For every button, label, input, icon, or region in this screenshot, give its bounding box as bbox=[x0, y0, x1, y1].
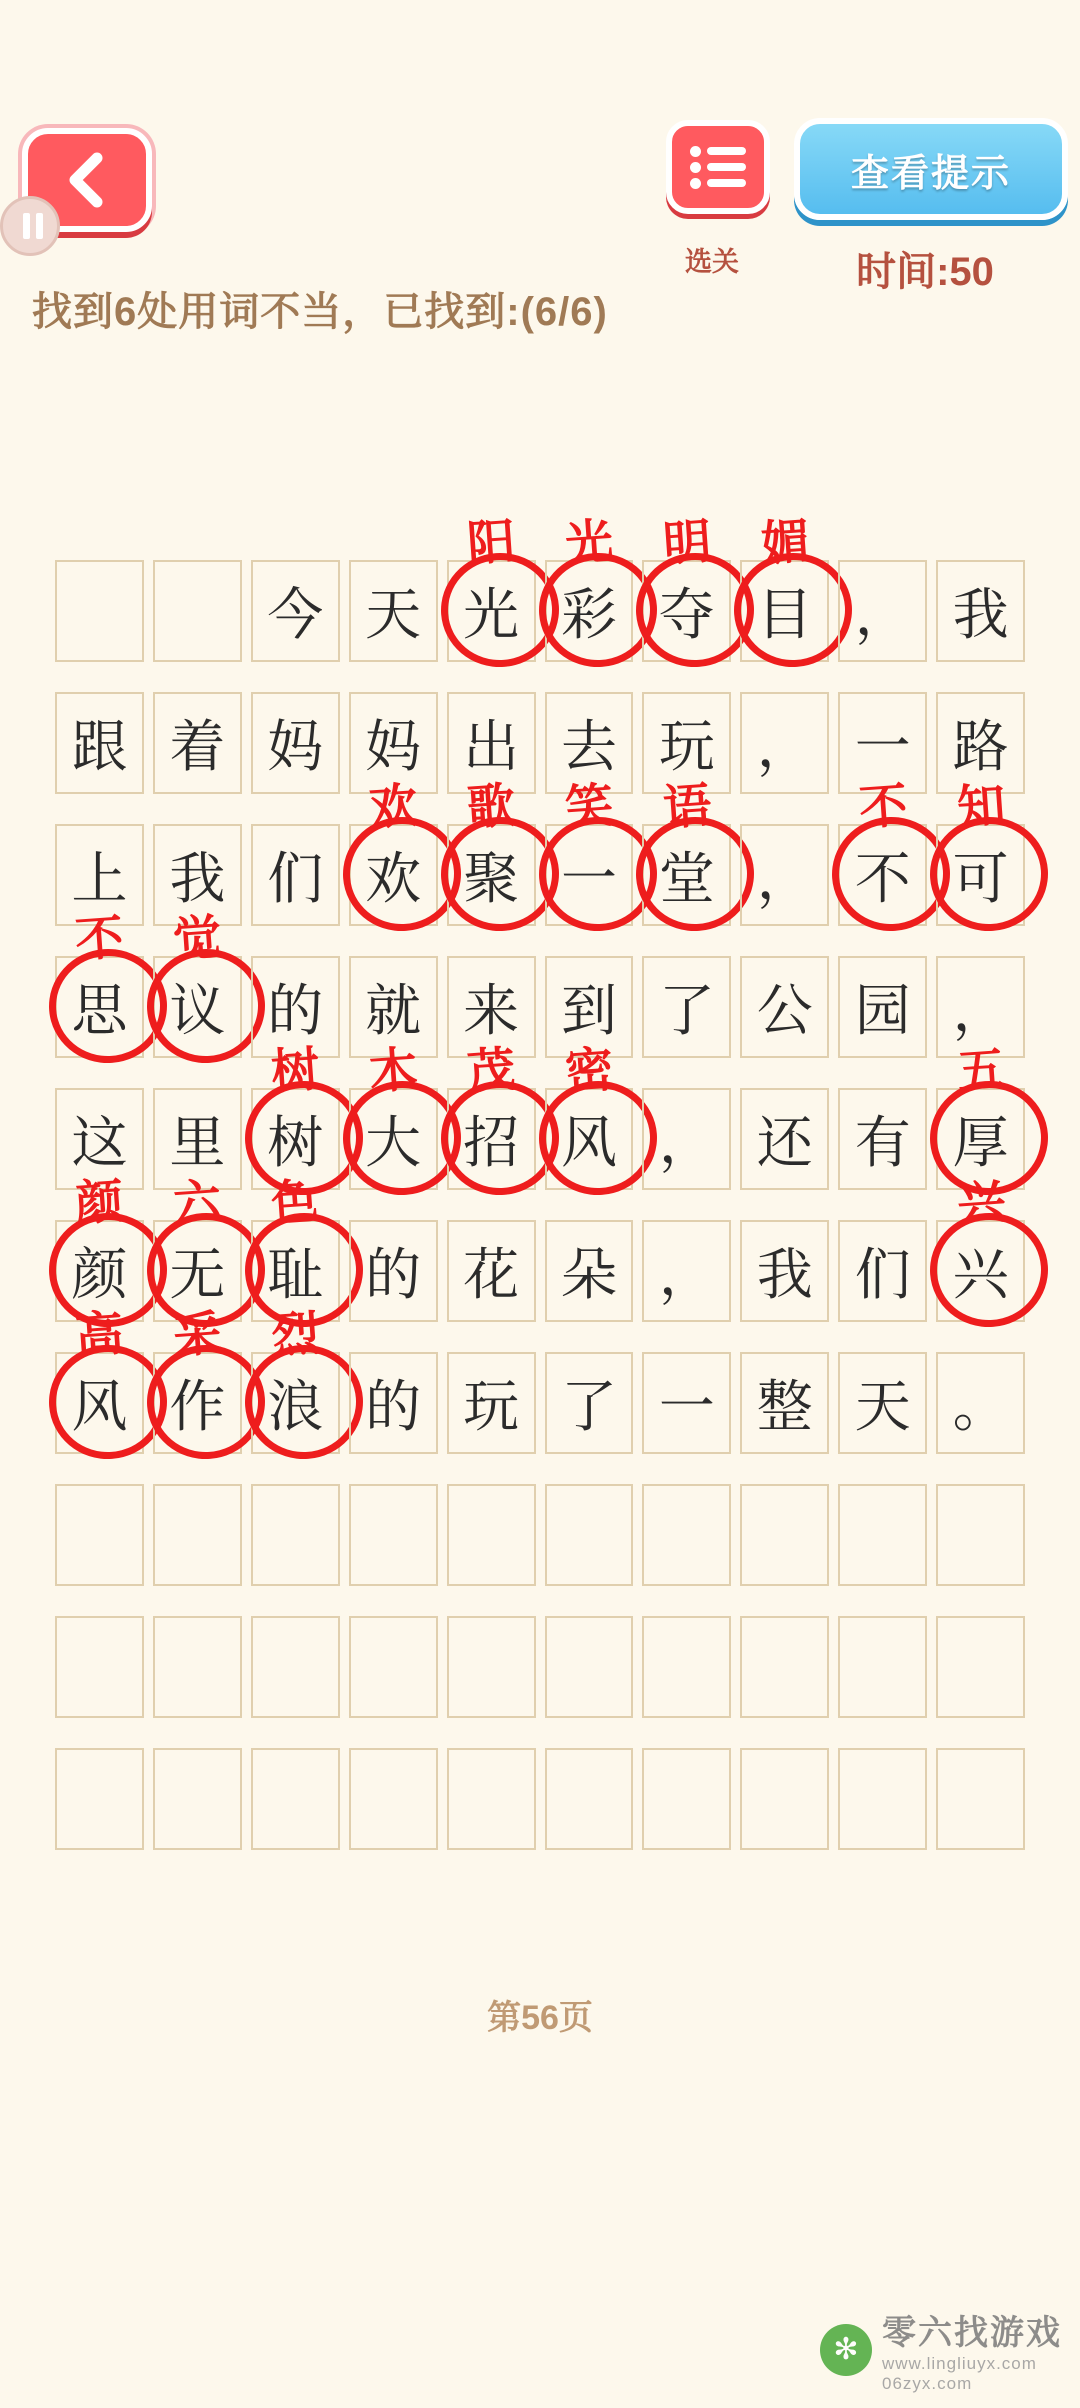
grid-cell[interactable] bbox=[545, 1220, 634, 1322]
correction-annotation: 色 bbox=[269, 1173, 322, 1233]
grid-cell-char: 花 bbox=[463, 1243, 520, 1308]
grid-cell-char: 思 bbox=[71, 979, 128, 1044]
grid-cell-char: 耻 bbox=[267, 1243, 324, 1308]
level-select-label: 选关 bbox=[685, 247, 739, 277]
grid-cell[interactable] bbox=[936, 1173, 1025, 1322]
grid-cell[interactable] bbox=[740, 956, 829, 1058]
grid-row bbox=[55, 909, 1025, 1058]
chevron-left-icon bbox=[61, 152, 113, 208]
timer-label: 时间:50 bbox=[856, 250, 994, 294]
grid-cell-char: 们 bbox=[267, 847, 324, 912]
correction-annotation: 不 bbox=[73, 909, 126, 969]
grid-row bbox=[55, 692, 1025, 794]
grid-cell-char: 了 bbox=[560, 1375, 617, 1440]
grid-cell bbox=[642, 1748, 731, 1850]
grid-cell-char: 天 bbox=[365, 583, 422, 648]
grid-cell[interactable] bbox=[838, 1352, 927, 1454]
grid-cell[interactable] bbox=[545, 1352, 634, 1454]
watermark-sub2: 06zyx.com bbox=[882, 2374, 973, 2393]
grid-cell[interactable] bbox=[251, 824, 340, 926]
grid-cell[interactable] bbox=[642, 1220, 731, 1322]
grid-cell-char: 天 bbox=[854, 1375, 911, 1440]
grid-cell-char: 树 bbox=[267, 1111, 324, 1176]
grid-cell-char: ， bbox=[756, 715, 813, 780]
grid-cell-char: 出 bbox=[463, 715, 520, 780]
correction-annotation: 采 bbox=[171, 1305, 224, 1365]
grid-cell bbox=[838, 1484, 927, 1586]
grid-cell[interactable] bbox=[642, 777, 731, 926]
grid-cell[interactable] bbox=[447, 1352, 536, 1454]
grid-cell-char: 今 bbox=[267, 583, 324, 648]
grid-cell-char: ， bbox=[658, 1111, 715, 1176]
grid-cell-char: 堂 bbox=[658, 847, 715, 912]
grid-cell-char: 公 bbox=[756, 979, 813, 1044]
grid-cell[interactable] bbox=[153, 1305, 242, 1454]
grid-row bbox=[55, 1041, 1025, 1190]
grid-cell[interactable] bbox=[251, 692, 340, 794]
grid-cell[interactable] bbox=[740, 513, 829, 662]
grid-cell bbox=[447, 1484, 536, 1586]
correction-annotation: 歌 bbox=[465, 777, 518, 837]
grid-cell[interactable] bbox=[349, 1220, 438, 1322]
grid-cell-char: 妈 bbox=[267, 715, 324, 780]
grid-cell-char: 一 bbox=[854, 715, 911, 780]
grid-cell[interactable] bbox=[447, 692, 536, 794]
correction-annotation: 媚 bbox=[759, 513, 812, 573]
grid-cell[interactable] bbox=[936, 560, 1025, 662]
correction-annotation: 烈 bbox=[269, 1305, 322, 1365]
grid-cell[interactable] bbox=[251, 1305, 340, 1454]
grid-cell[interactable] bbox=[642, 1352, 731, 1454]
correction-annotation: 六 bbox=[171, 1173, 224, 1233]
grid-cell bbox=[349, 1484, 438, 1586]
grid-cell bbox=[251, 1484, 340, 1586]
grid-cell[interactable] bbox=[642, 513, 731, 662]
correction-annotation: 光 bbox=[563, 513, 616, 573]
grid-cell-char: 着 bbox=[169, 715, 226, 780]
grid-cell-char: 有 bbox=[854, 1111, 911, 1176]
grid-cell bbox=[838, 1616, 927, 1718]
grid-cell[interactable] bbox=[55, 1305, 144, 1454]
grid-cell[interactable] bbox=[153, 824, 242, 926]
grid-cell-char: 风 bbox=[71, 1375, 128, 1440]
grid-cell bbox=[349, 1748, 438, 1850]
grid-cell[interactable] bbox=[349, 1041, 438, 1190]
grid-cell-char: 彩 bbox=[560, 583, 617, 648]
grid-cell bbox=[545, 1616, 634, 1718]
grid-cell bbox=[642, 1484, 731, 1586]
grid-cell[interactable] bbox=[545, 692, 634, 794]
grid-cell-char: 作 bbox=[169, 1375, 226, 1440]
grid-cell[interactable] bbox=[545, 956, 634, 1058]
grid-cell-char: 欢 bbox=[365, 847, 422, 912]
top-bar bbox=[0, 0, 1080, 334]
grid-cell-char: 。 bbox=[952, 1375, 1009, 1440]
grid-cell[interactable] bbox=[838, 956, 927, 1058]
grid-cell[interactable] bbox=[936, 692, 1025, 794]
grid-row bbox=[55, 1173, 1025, 1322]
grid-cell[interactable] bbox=[55, 1088, 144, 1190]
grid-cell bbox=[936, 1748, 1025, 1850]
grid-cell[interactable] bbox=[349, 692, 438, 794]
correction-annotation: 不 bbox=[857, 777, 909, 837]
grid-cell bbox=[642, 1616, 731, 1718]
grid-cell[interactable] bbox=[740, 1220, 829, 1322]
grid-cell bbox=[55, 560, 144, 662]
correction-annotation: 五 bbox=[955, 1041, 1007, 1101]
grid-row bbox=[55, 1616, 1025, 1718]
grid-cell[interactable] bbox=[153, 692, 242, 794]
grid-row bbox=[55, 513, 1025, 662]
correction-annotation: 树 bbox=[269, 1041, 322, 1101]
grid-cell-char: 去 bbox=[560, 715, 617, 780]
grid-cell-char: 无 bbox=[169, 1243, 226, 1308]
grid-cell bbox=[251, 1748, 340, 1850]
grid-cell bbox=[153, 1484, 242, 1586]
grid-cell[interactable] bbox=[447, 956, 536, 1058]
grid-cell bbox=[740, 1748, 829, 1850]
grid-cell[interactable] bbox=[153, 1173, 242, 1322]
grid-cell[interactable] bbox=[447, 777, 536, 926]
correction-annotation: 高 bbox=[73, 1305, 126, 1365]
grid-cell-char: 我 bbox=[952, 583, 1009, 648]
grid-cell[interactable] bbox=[936, 1352, 1025, 1454]
grid-cell[interactable] bbox=[153, 909, 242, 1058]
grid-cell bbox=[936, 1616, 1025, 1718]
grid-cell[interactable] bbox=[349, 1352, 438, 1454]
grid-cell[interactable] bbox=[740, 1352, 829, 1454]
grid-cell-char: 颜 bbox=[71, 1243, 128, 1308]
watermark-sub1: www.lingliuyx.com bbox=[882, 2354, 1037, 2373]
grid-cell bbox=[153, 1616, 242, 1718]
grid-cell-char: 来 bbox=[463, 979, 520, 1044]
grid-cell-char: ， bbox=[854, 583, 911, 648]
grid-cell bbox=[55, 1484, 144, 1586]
correction-annotation: 欢 bbox=[367, 777, 420, 837]
grid-cell[interactable] bbox=[55, 692, 144, 794]
grid-cell-char: 我 bbox=[756, 1243, 813, 1308]
grid-cell-char: 上 bbox=[71, 847, 128, 912]
grid-cell[interactable] bbox=[447, 1220, 536, 1322]
grid-cell-char: ， bbox=[756, 847, 813, 912]
grid-cell-char: 到 bbox=[560, 979, 617, 1044]
correction-annotation: 觉 bbox=[171, 909, 224, 969]
grid-cell[interactable] bbox=[740, 1088, 829, 1190]
grid-cell[interactable] bbox=[55, 909, 144, 1058]
grid-cell-char: 的 bbox=[365, 1243, 422, 1308]
grid-cell[interactable] bbox=[936, 777, 1025, 926]
task-label: 找到6处用词不当，已找到:(6/6) bbox=[32, 290, 608, 334]
grid-cell[interactable] bbox=[838, 1088, 927, 1190]
grid-cell-char: 的 bbox=[267, 979, 324, 1044]
grid-cell bbox=[447, 1748, 536, 1850]
grid-cell-char: ， bbox=[952, 979, 1009, 1044]
grid-cell bbox=[936, 1484, 1025, 1586]
grid-cell[interactable] bbox=[740, 692, 829, 794]
grid-cell[interactable] bbox=[545, 777, 634, 926]
grid-cell-char: 朵 bbox=[560, 1243, 617, 1308]
page-number: 第56页 bbox=[487, 1999, 593, 2037]
grid-cell[interactable] bbox=[936, 1041, 1025, 1190]
correction-annotation: 明 bbox=[661, 513, 714, 573]
grid-cell-char: 了 bbox=[658, 979, 715, 1044]
grid-cell[interactable] bbox=[838, 692, 927, 794]
grid-cell[interactable] bbox=[642, 956, 731, 1058]
level-select-button[interactable] bbox=[666, 120, 770, 214]
grid-cell[interactable] bbox=[251, 956, 340, 1058]
grid-cell-char: 园 bbox=[854, 979, 911, 1044]
grid-cell bbox=[545, 1748, 634, 1850]
grid-cell-char: 妈 bbox=[365, 715, 422, 780]
grid-cell-char: 聚 bbox=[463, 847, 520, 912]
grid-cell[interactable] bbox=[251, 560, 340, 662]
grid-cell-char: 的 bbox=[365, 1375, 422, 1440]
grid-cell-char: 这 bbox=[71, 1111, 128, 1176]
grid-cell[interactable] bbox=[740, 824, 829, 926]
grid-cell[interactable] bbox=[251, 1041, 340, 1190]
grid-cell bbox=[55, 1748, 144, 1850]
pause-icon[interactable] bbox=[0, 196, 60, 256]
grid-cell bbox=[740, 1616, 829, 1718]
grid-cell[interactable] bbox=[447, 1041, 536, 1190]
grid-cell[interactable] bbox=[349, 560, 438, 662]
grid-cell-char: 夺 bbox=[658, 583, 715, 648]
grid-cell-char: 风 bbox=[560, 1111, 617, 1176]
leaf-icon: ✻ bbox=[820, 2324, 872, 2376]
watermark-main: 零六找游戏 bbox=[882, 2314, 1062, 2352]
grid-cell-char: 路 bbox=[952, 715, 1009, 780]
grid-cell[interactable] bbox=[642, 1088, 731, 1190]
grid-cell-char: 一 bbox=[560, 847, 617, 912]
grid-row bbox=[55, 1484, 1025, 1586]
grid-cell-char: 就 bbox=[365, 979, 422, 1044]
correction-annotation: 笑 bbox=[563, 777, 616, 837]
grid-cell-char: 议 bbox=[169, 979, 226, 1044]
grid-cell-char: 招 bbox=[463, 1111, 520, 1176]
grid-cell-char: 大 bbox=[365, 1111, 422, 1176]
correction-annotation: 茂 bbox=[465, 1041, 518, 1101]
grid-cell-char: 兴 bbox=[952, 1243, 1009, 1308]
grid-cell[interactable] bbox=[55, 1173, 144, 1322]
hint-button[interactable]: 查看提示 bbox=[794, 118, 1068, 220]
correction-annotation: 密 bbox=[563, 1041, 616, 1101]
grid-cell[interactable] bbox=[447, 513, 536, 662]
grid-cell bbox=[55, 1616, 144, 1718]
grid-row bbox=[55, 1305, 1025, 1454]
grid-cell bbox=[838, 1748, 927, 1850]
correction-annotation: 兴 bbox=[955, 1173, 1007, 1233]
grid-cell-char: 浪 bbox=[267, 1375, 324, 1440]
grid-cell-char: 还 bbox=[756, 1111, 813, 1176]
grid-cell bbox=[740, 1484, 829, 1586]
watermark bbox=[820, 2305, 1062, 2394]
correction-annotation: 阳 bbox=[465, 513, 518, 573]
grid-cell bbox=[447, 1616, 536, 1718]
grid-cell[interactable] bbox=[349, 777, 438, 926]
correction-annotation: 颜 bbox=[73, 1173, 126, 1233]
grid-cell-char: 里 bbox=[169, 1111, 226, 1176]
grid-cell bbox=[545, 1484, 634, 1586]
grid-cell[interactable] bbox=[545, 1041, 634, 1190]
grid-cell-char: 玩 bbox=[463, 1375, 520, 1440]
answer-sheet bbox=[55, 513, 1025, 1880]
grid-cell[interactable] bbox=[545, 513, 634, 662]
list-icon bbox=[690, 141, 746, 194]
correction-annotation: 知 bbox=[955, 777, 1007, 837]
grid-cell[interactable] bbox=[838, 560, 927, 662]
grid-cell bbox=[153, 1748, 242, 1850]
grid-cell-char: ， bbox=[658, 1243, 715, 1308]
grid-cell-char: 跟 bbox=[71, 715, 128, 780]
grid-row bbox=[55, 777, 1025, 926]
grid-cell[interactable] bbox=[55, 824, 144, 926]
grid-cell-char: 一 bbox=[658, 1375, 715, 1440]
grid-cell bbox=[251, 1616, 340, 1718]
grid-cell-char: 可 bbox=[952, 847, 1009, 912]
grid-cell bbox=[349, 1616, 438, 1718]
grid-cell[interactable] bbox=[936, 956, 1025, 1058]
correction-annotation: 木 bbox=[367, 1041, 420, 1101]
grid-cell-char: 整 bbox=[756, 1375, 813, 1440]
grid-cell-char: 厚 bbox=[952, 1111, 1009, 1176]
grid-cell[interactable] bbox=[838, 777, 927, 926]
grid-cell[interactable] bbox=[153, 1088, 242, 1190]
grid-cell-char: 光 bbox=[463, 583, 520, 648]
grid-cell-char: 们 bbox=[854, 1243, 911, 1308]
grid-cell[interactable] bbox=[838, 1220, 927, 1322]
grid-cell-char: 玩 bbox=[658, 715, 715, 780]
grid-cell[interactable] bbox=[349, 956, 438, 1058]
grid-cell bbox=[153, 560, 242, 662]
grid-row bbox=[55, 1748, 1025, 1850]
grid-cell-char: 目 bbox=[756, 583, 813, 648]
grid-cell-char: 不 bbox=[854, 847, 911, 912]
correction-annotation: 语 bbox=[661, 777, 714, 837]
grid-cell-char: 我 bbox=[169, 847, 226, 912]
grid-cell[interactable] bbox=[251, 1173, 340, 1322]
grid-cell[interactable] bbox=[642, 692, 731, 794]
